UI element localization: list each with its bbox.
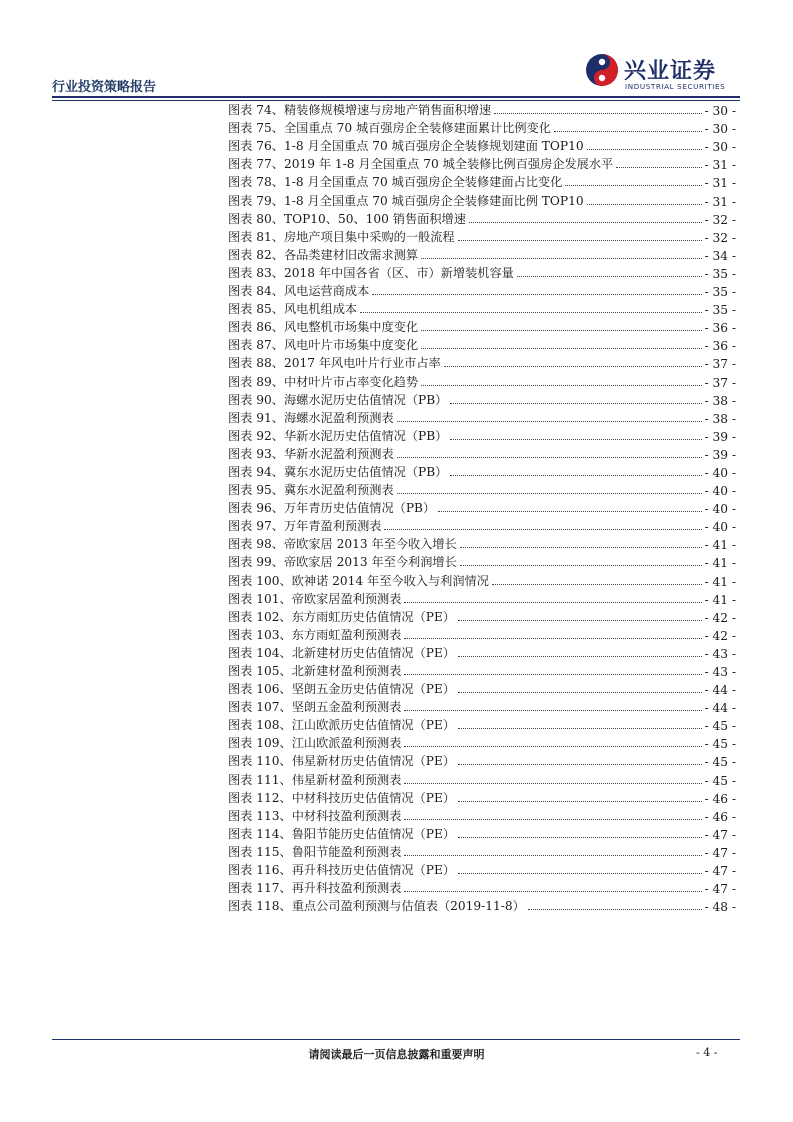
toc-entry-page[interactable]: - 42 - — [704, 628, 736, 643]
toc-dot-leader — [554, 131, 702, 132]
toc-entry-page[interactable]: - 32 - — [704, 230, 736, 245]
toc-entry-label[interactable]: 图表 114、鲁阳节能历史估值情况（PE） — [228, 826, 456, 841]
toc-dot-leader — [397, 493, 702, 494]
toc-entry-label[interactable]: 图表 75、全国重点 70 城百强房企全装修建面累计比例变化 — [228, 121, 551, 136]
toc-dot-leader — [384, 529, 701, 530]
toc-entry-page[interactable]: - 45 - — [704, 719, 736, 734]
toc-entry[interactable] — [228, 589, 736, 607]
toc-entry[interactable] — [228, 661, 736, 679]
toc-entry-page[interactable]: - 31 - — [704, 176, 736, 191]
toc-entry-label[interactable]: 图表 77、2019 年 1-8 月全国重点 70 城全装修比例百强房企发展水平 — [228, 157, 614, 172]
toc-entry-label[interactable]: 图表 106、坚朗五金历史估值情况（PE） — [228, 682, 456, 697]
toc-entry-page[interactable]: - 38 - — [704, 393, 736, 408]
toc-entry[interactable] — [228, 335, 736, 353]
toc-dot-leader — [616, 167, 701, 168]
toc-entry[interactable] — [228, 245, 736, 263]
toc-entry[interactable] — [228, 100, 736, 118]
toc-entry-label[interactable]: 图表 116、再升科技历史估值情况（PE） — [228, 863, 456, 878]
toc-entry-label[interactable]: 图表 118、重点公司盈利预测与估值表（2019-11-8） — [228, 899, 525, 914]
toc-dot-leader — [372, 294, 701, 295]
toc-entry-page[interactable]: - 41 - — [704, 556, 736, 571]
toc-entry-page[interactable]: - 45 - — [704, 755, 736, 770]
toc-entry-label[interactable]: 图表 78、1-8 月全国重点 70 城百强房企全装修建面占比变化 — [228, 175, 563, 190]
footer-divider — [52, 1039, 740, 1040]
toc-entry[interactable] — [228, 679, 736, 697]
toc-dot-leader — [458, 620, 701, 621]
toc-entry-page[interactable]: - 43 - — [704, 665, 736, 679]
toc-entry-page[interactable]: - 45 - — [704, 737, 736, 752]
toc-entry-label[interactable]: 图表 89、中材叶片市占率变化趋势 — [228, 374, 419, 389]
toc-entry-page[interactable]: - 31 - — [704, 158, 736, 173]
toc-entry[interactable] — [228, 751, 736, 769]
toc-entry-label[interactable]: 图表 102、东方雨虹历史估值情况（PE） — [228, 609, 456, 624]
toc-dot-leader — [528, 909, 702, 910]
toc-dot-leader — [404, 819, 701, 820]
toc-entry[interactable] — [228, 860, 736, 878]
toc-dot-leader — [360, 312, 701, 313]
toc-entry-label[interactable]: 图表 88、2017 年风电叶片行业市占率 — [228, 356, 441, 371]
toc-entry[interactable] — [228, 480, 736, 498]
toc-entry[interactable] — [228, 534, 736, 552]
toc-dot-leader — [469, 222, 702, 223]
toc-entry[interactable] — [228, 371, 736, 389]
toc-entry-page[interactable]: - 35 - — [704, 285, 736, 300]
toc-entry[interactable] — [228, 390, 736, 408]
toc-entry-label[interactable]: 图表 109、江山欧派盈利预测表 — [228, 736, 402, 751]
toc-entry[interactable] — [228, 733, 736, 751]
toc-dot-leader — [587, 204, 702, 205]
toc-entry-label[interactable]: 图表 80、TOP10、50、100 销售面积增速 — [228, 211, 466, 226]
toc-entry[interactable] — [228, 516, 736, 534]
toc-entry-label[interactable]: 图表 91、海螺水泥盈利预测表 — [228, 410, 394, 425]
toc-entry[interactable] — [228, 552, 736, 570]
toc-dot-leader — [458, 692, 701, 693]
toc-entry-page[interactable]: - 40 - — [704, 502, 736, 517]
toc-entry-label[interactable]: 图表 90、海螺水泥历史估值情况（PB） — [228, 392, 448, 407]
toc-entry-label[interactable]: 图表 97、万年青盈利预测表 — [228, 519, 382, 534]
toc-entry-page[interactable]: - 41 - — [704, 592, 736, 607]
toc-entry-label[interactable]: 图表 99、帝欧家居 2013 年至今利润增长 — [228, 555, 457, 570]
toc-entry-label[interactable]: 图表 112、中材科技历史估值情况（PE） — [228, 790, 456, 805]
toc-dot-leader — [438, 511, 701, 512]
toc-entry[interactable] — [228, 607, 736, 625]
toc-dot-leader — [492, 584, 702, 585]
toc-dot-leader — [421, 258, 701, 259]
toc-dot-leader — [587, 149, 702, 150]
toc-dot-leader — [458, 873, 701, 874]
toc-entry-label[interactable]: 图表 94、冀东水泥历史估值情况（PB） — [228, 464, 448, 479]
toc-entry[interactable] — [228, 281, 736, 299]
toc-dot-leader — [450, 403, 701, 404]
toc-dot-leader — [404, 710, 701, 711]
toc-entry-page[interactable]: - 37 - — [704, 357, 736, 372]
toc-dot-leader — [565, 185, 701, 186]
toc-entry[interactable] — [228, 570, 736, 588]
toc-dot-leader — [444, 366, 702, 367]
toc-dot-leader — [404, 602, 701, 603]
toc-entry[interactable] — [228, 299, 736, 317]
toc-entry[interactable] — [228, 896, 736, 914]
toc-entry[interactable] — [228, 697, 736, 715]
brand-logo — [584, 52, 744, 96]
toc-entry-page[interactable]: - 36 - — [704, 321, 736, 336]
toc-entry-label[interactable]: 图表 110、伟星新材历史估值情况（PE） — [228, 754, 456, 769]
toc-entry-page[interactable]: - 35 - — [704, 266, 736, 281]
toc-entry-label[interactable]: 图表 83、2018 年中国各省（区、市）新增装机容量 — [228, 265, 514, 280]
toc-entry-label[interactable]: 图表 87、风电叶片市场集中度变化 — [228, 338, 419, 353]
toc-entry-page[interactable]: - 34 - — [704, 248, 736, 263]
toc-entry-page[interactable]: - 32 - — [704, 212, 736, 227]
toc-entry-page[interactable]: - 40 - — [704, 465, 736, 480]
toc-entry-page[interactable]: - 38 - — [704, 411, 736, 426]
toc-entry-label[interactable]: 图表 100、欧神诺 2014 年至今收入与利润情况 — [228, 573, 489, 588]
toc-entry-page[interactable]: - 44 - — [704, 683, 736, 698]
toc-entry-label[interactable]: 图表 92、华新水泥历史估值情况（PB） — [228, 428, 448, 443]
brand-name-en: INDUSTRIAL SECURITIES — [625, 82, 726, 91]
toc-dot-leader — [404, 855, 701, 856]
disclaimer-note: 请阅读最后一页信息披露和重要声明 — [308, 1048, 485, 1061]
toc-entry[interactable] — [228, 136, 736, 154]
toc-entry[interactable] — [228, 227, 736, 245]
toc-entry[interactable] — [228, 118, 736, 136]
toc-dot-leader — [450, 439, 701, 440]
toc-dot-leader — [458, 656, 701, 657]
toc-entry[interactable] — [228, 462, 736, 480]
toc-entry-page[interactable]: - 30 - — [704, 122, 736, 137]
toc-dot-leader — [458, 728, 701, 729]
toc-entry-page[interactable]: - 47 - — [704, 882, 736, 897]
toc-dot-leader — [404, 674, 701, 675]
toc-dot-leader — [404, 891, 701, 892]
toc-entry[interactable] — [228, 824, 736, 842]
toc-dot-leader — [458, 801, 701, 802]
toc-dot-leader — [517, 276, 702, 277]
toc-dot-leader — [397, 457, 702, 458]
toc-entry-page[interactable]: - 42 - — [704, 610, 736, 625]
toc-entry-label[interactable]: 图表 96、万年青历史估值情况（PB） — [228, 501, 436, 516]
toc-entry-page[interactable]: - 47 - — [704, 864, 736, 879]
toc-dot-leader — [458, 240, 702, 241]
report-category-title: 行业投资策略报告 — [52, 80, 157, 95]
toc-entry-page[interactable]: - 47 - — [704, 845, 736, 860]
toc-entry-label[interactable]: 图表 82、各品类建材旧改需求测算 — [228, 247, 419, 262]
toc-entry-label[interactable]: 图表 117、再升科技盈利预测表 — [228, 881, 402, 896]
toc-entry-page[interactable]: - 36 - — [704, 339, 736, 354]
toc-entry-label[interactable]: 图表 105、北新建材盈利预测表 — [228, 664, 402, 678]
toc-dot-leader — [404, 783, 701, 784]
toc-dot-leader — [460, 547, 702, 548]
toc-entry[interactable] — [228, 408, 736, 426]
toc-entry-label[interactable]: 图表 86、风电整机市场集中度变化 — [228, 320, 419, 335]
toc-entry[interactable] — [228, 842, 736, 860]
toc-entry-page[interactable]: - 30 - — [704, 104, 736, 119]
toc-entry[interactable] — [228, 154, 736, 172]
toc-entry-label[interactable]: 图表 104、北新建材历史估值情况（PE） — [228, 645, 456, 660]
toc-entry-page[interactable]: - 45 - — [704, 773, 736, 788]
toc-dot-leader — [421, 330, 701, 331]
page-number: - 4 - — [696, 1046, 718, 1059]
toc-entry-page[interactable]: - 46 - — [704, 791, 736, 806]
toc-entry-page[interactable]: - 39 - — [704, 447, 736, 462]
toc-entry-page[interactable]: - 47 - — [704, 827, 736, 842]
toc-entry-label[interactable]: 图表 111、伟星新材盈利预测表 — [228, 772, 402, 787]
toc-entry-label[interactable]: 图表 84、风电运营商成本 — [228, 284, 370, 299]
toc-entry[interactable] — [228, 788, 736, 806]
toc-entry-page[interactable]: - 41 - — [704, 574, 736, 589]
toc-entry-label[interactable]: 图表 74、精装修规模增速与房地产销售面积增速 — [228, 103, 492, 118]
toc-dot-leader — [421, 385, 701, 386]
toc-entry-label[interactable]: 图表 103、东方雨虹盈利预测表 — [228, 627, 402, 642]
toc-entry-page[interactable]: - 44 - — [704, 701, 736, 716]
toc-entry-page[interactable]: - 40 - — [704, 484, 736, 499]
toc-entry-page[interactable]: - 48 - — [704, 900, 736, 915]
toc-entry[interactable] — [228, 643, 736, 661]
brand-name-cn: 兴业证券 — [624, 59, 717, 84]
toc-entry[interactable] — [228, 209, 736, 227]
toc-entry-page[interactable]: - 46 - — [704, 809, 736, 824]
toc-entry[interactable] — [228, 878, 736, 896]
toc-entry-page[interactable]: - 39 - — [704, 429, 736, 444]
toc-dot-leader — [494, 113, 701, 114]
toc-entry[interactable] — [228, 353, 736, 371]
toc-entry-label[interactable]: 图表 76、1-8 月全国重点 70 城百强房企全装修规划建面 TOP10 — [228, 139, 584, 154]
figure-index-list — [228, 100, 736, 914]
toc-dot-leader — [404, 746, 701, 747]
toc-dot-leader — [458, 764, 701, 765]
toc-entry-label[interactable]: 图表 101、帝欧家居盈利预测表 — [228, 591, 402, 606]
toc-entry-page[interactable]: - 37 - — [704, 375, 736, 390]
toc-entry-page[interactable]: - 31 - — [704, 194, 736, 209]
toc-entry-page[interactable]: - 43 - — [704, 646, 736, 661]
toc-entry-page[interactable]: - 40 - — [704, 520, 736, 535]
toc-entry-label[interactable]: 图表 98、帝欧家居 2013 年至今收入增长 — [228, 537, 457, 552]
toc-entry-label[interactable]: 图表 93、华新水泥盈利预测表 — [228, 446, 394, 461]
toc-entry[interactable] — [228, 172, 736, 190]
toc-dot-leader — [458, 837, 701, 838]
header-divider — [52, 96, 740, 98]
toc-entry[interactable] — [228, 625, 736, 643]
toc-dot-leader — [397, 421, 702, 422]
toc-entry-label[interactable]: 图表 115、鲁阳节能盈利预测表 — [228, 844, 402, 859]
toc-entry[interactable] — [228, 498, 736, 516]
toc-entry[interactable] — [228, 317, 736, 335]
toc-dot-leader — [404, 638, 701, 639]
toc-entry-label[interactable]: 图表 85、风电机组成本 — [228, 302, 358, 317]
toc-entry[interactable] — [228, 426, 736, 444]
toc-entry[interactable] — [228, 769, 736, 787]
toc-entry-label[interactable]: 图表 81、房地产项目集中采购的一般流程 — [228, 229, 455, 244]
toc-entry-page[interactable]: - 30 - — [704, 140, 736, 155]
toc-entry-label[interactable]: 图表 108、江山欧派历史估值情况（PE） — [228, 718, 456, 733]
toc-entry-page[interactable]: - 35 - — [704, 303, 736, 318]
toc-entry[interactable] — [228, 715, 736, 733]
toc-entry[interactable] — [228, 444, 736, 462]
brand-emblem-icon — [584, 52, 620, 88]
toc-entry-label[interactable]: 图表 107、坚朗五金盈利预测表 — [228, 700, 402, 715]
toc-dot-leader — [450, 475, 701, 476]
toc-dot-leader — [460, 565, 702, 566]
toc-entry[interactable] — [228, 190, 736, 208]
toc-entry[interactable] — [228, 263, 736, 281]
toc-dot-leader — [421, 348, 701, 349]
toc-entry-label[interactable]: 图表 95、冀东水泥盈利预测表 — [228, 483, 394, 498]
toc-entry-label[interactable]: 图表 79、1-8 月全国重点 70 城百强房企全装修建面比例 TOP10 — [228, 193, 584, 208]
toc-entry-label[interactable]: 图表 113、中材科技盈利预测表 — [228, 808, 402, 823]
toc-entry-page[interactable]: - 41 - — [704, 538, 736, 553]
toc-entry[interactable] — [228, 806, 736, 824]
